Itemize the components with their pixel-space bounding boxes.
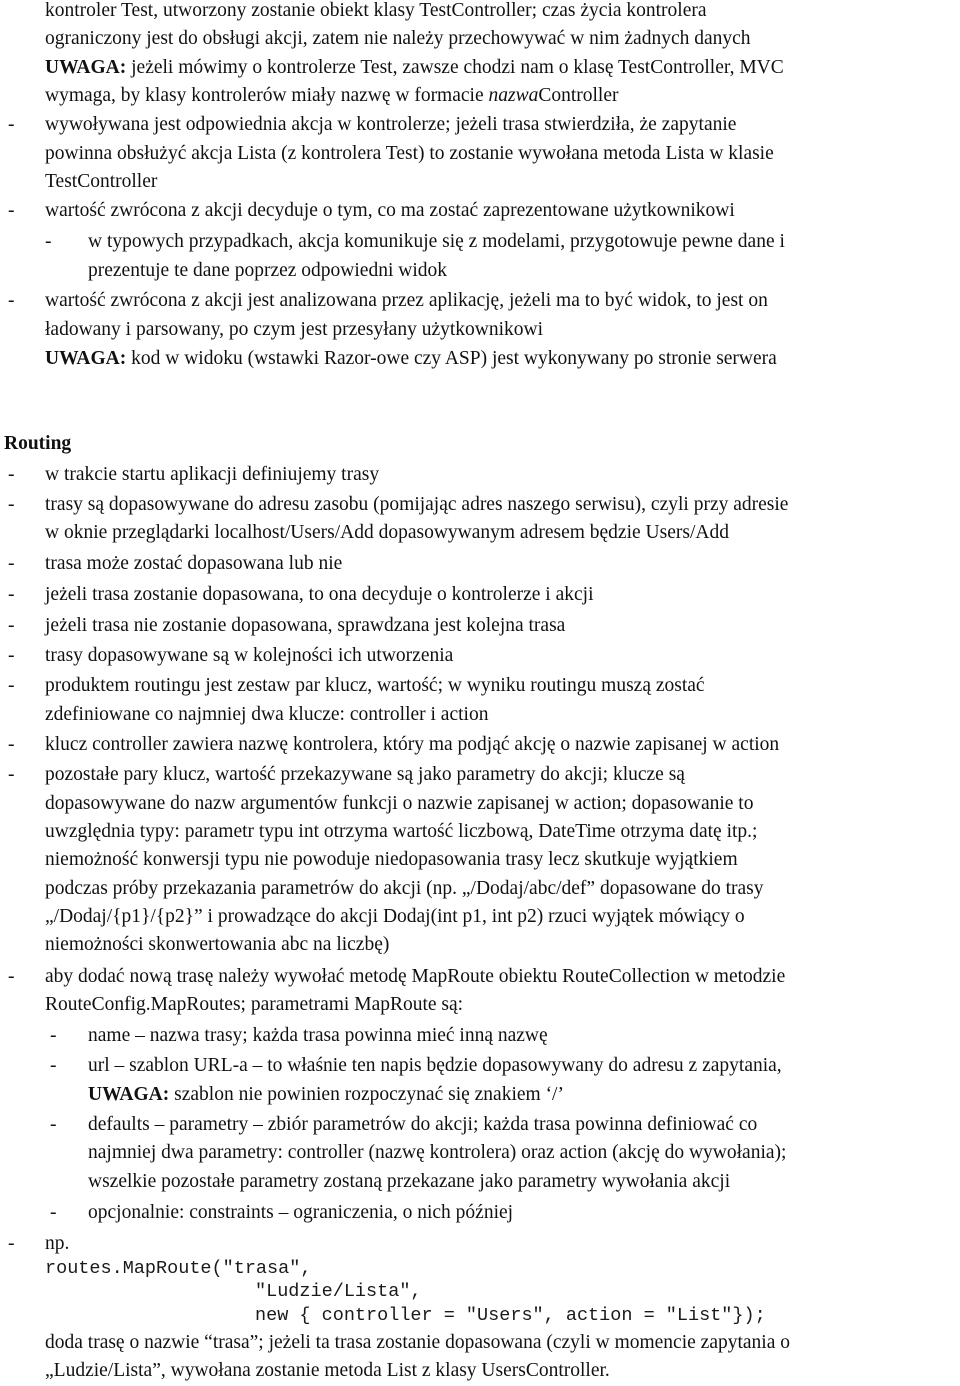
intro-line-1: kontroler Test, utworzony zostanie obiekt klasy TestController; czas życia kontrolera bbox=[45, 0, 707, 21]
bullet-dash: - bbox=[8, 675, 15, 696]
routing-s2-line-2 bbox=[88, 1083, 564, 1107]
bullet-dash: - bbox=[8, 464, 15, 485]
bullet-dash: - bbox=[50, 1202, 57, 1223]
routing-s3-line-3: wszelkie pozostałe parametry zostaną przekazane jako parametry wywołania akcji bbox=[88, 1171, 731, 1192]
bullet-dash: - bbox=[50, 1025, 57, 1046]
routing-r4: jeżeli trasa zostanie dopasowana, to ona decyduje o kontrolerze i akcji bbox=[45, 584, 594, 605]
bullet-dash: - bbox=[50, 1114, 57, 1135]
routing-r7-line-1: produktem routingu jest zestaw par klucz, wartość; w wyniku routingu muszą zostać bbox=[45, 675, 705, 696]
routing-r5: jeżeli trasa nie zostanie dopasowana, sprawdzana jest kolejna trasa bbox=[45, 615, 566, 636]
bullet-dash: - bbox=[8, 615, 15, 636]
bullet-dash: - bbox=[8, 734, 15, 755]
warning-label: UWAGA: bbox=[88, 1084, 170, 1105]
bullet-dash: - bbox=[8, 1233, 15, 1254]
routing-r9-line-3: uwzględnia typy: parametr typu int otrzyma wartość liczbową, DateTime otrzyma datę itp.; bbox=[45, 821, 758, 842]
intro-line-2: ograniczony jest do obsługi akcji, zatem nie należy przechowywać w nim żadnych danych bbox=[45, 28, 751, 49]
routing-r8: klucz controller zawiera nazwę kontrolera, który ma podjąć akcję o nazwie zapisanej w action bbox=[45, 734, 780, 755]
intro-line-4-italic: nazwa bbox=[488, 85, 539, 106]
routing-r9-line-1: pozostałe pary klucz, wartość przekazywane są jako parametry do akcji; klucze są bbox=[45, 764, 685, 785]
routing-s3-line-1: defaults – parametry – zbiór parametrów do akcji; każda trasa powinna definiować co bbox=[88, 1114, 758, 1135]
bullet-dash: - bbox=[50, 1055, 57, 1076]
action-b2-line-1: wartość zwrócona z akcji decyduje o tym, co ma zostać zaprezentowane użytkownikowi bbox=[45, 200, 735, 221]
routing-r2-line-1: trasy są dopasowywane do adresu zasobu (pomijając adres naszego serwisu), czyli przy adresie bbox=[45, 494, 789, 515]
routing-np: np. bbox=[45, 1233, 70, 1254]
routing-r9-line-6: „/Dodaj/{p1}/{p2}” i prowadzące do akcji Dodaj(int p1, int p2) rzuci wyjątek mówiący o bbox=[45, 906, 745, 927]
routing-r9-line-7: niemożności skonwertowania abc na liczbę) bbox=[45, 934, 390, 955]
routing-r9-line-2: dopasowywane do nazw argumentów funkcji o nazwie zapisanej w action; dopasowanie to bbox=[45, 793, 754, 814]
routing-s3-line-2: najmniej dwa parametry: controller (nazwę kontrolera) oraz action (akcję do wywołania); bbox=[88, 1142, 787, 1163]
routing-r7-line-2: zdefiniowane co najmniej dwa klucze: controller i action bbox=[45, 704, 489, 725]
bullet-dash: - bbox=[8, 200, 15, 221]
intro-line-4-b: Controller bbox=[538, 85, 619, 106]
intro-line-3 bbox=[45, 56, 784, 80]
code-line-1: routes.MapRoute("trasa", bbox=[45, 1258, 312, 1279]
routing-s2-line-2-text: szablon nie powinien rozpoczynać się znakiem ‘/’ bbox=[169, 1084, 564, 1105]
after-code-line-2: „Ludzie/Lista”, wywołana zostanie metoda List z klasy UsersController. bbox=[45, 1360, 610, 1381]
routing-r10-line-2: RouteConfig.MapRoutes; parametrami MapRoute są: bbox=[45, 994, 464, 1015]
bullet-dash: - bbox=[8, 553, 15, 574]
action-b3-line-3-text: kod w widoku (wstawki Razor-owe czy ASP) jest wykonywany po stronie serwera bbox=[126, 348, 777, 369]
routing-r9-line-5: podczas próby przekazania parametrów do akcji (np. „/Dodaj/abc/def” dopasowane do trasy bbox=[45, 878, 764, 899]
routing-s2-line-1: url – szablon URL-a – to właśnie ten napis będzie dopasowywany do adresu z zapytania, bbox=[88, 1055, 782, 1076]
bullet-dash: - bbox=[8, 645, 15, 666]
routing-r10-line-1: aby dodać nową trasę należy wywołać metodę MapRoute obiektu RouteCollection w metodzie bbox=[45, 966, 786, 987]
bullet-dash: - bbox=[8, 764, 15, 785]
bullet-dash: - bbox=[8, 290, 15, 311]
routing-r1: w trakcie startu aplikacji definiujemy trasy bbox=[45, 464, 380, 485]
bullet-dash: - bbox=[8, 114, 15, 135]
intro-line-3-text: jeżeli mówimy o kontrolerze Test, zawsze chodzi nam o klasę TestController, MVC bbox=[126, 57, 784, 78]
routing-s1: name – nazwa trasy; każda trasa powinna mieć inną nazwę bbox=[88, 1025, 548, 1046]
action-b3-line-1: wartość zwrócona z akcji jest analizowana przez aplikację, jeżeli ma to być widok, to jest on bbox=[45, 290, 768, 311]
action-b1-line-3: TestController bbox=[45, 171, 158, 192]
intro-line-4 bbox=[45, 84, 619, 108]
action-b2-sub-line-1: w typowych przypadkach, akcja komunikuje się z modelami, przygotowuje pewne dane i bbox=[88, 231, 785, 252]
routing-r3: trasa może zostać dopasowana lub nie bbox=[45, 553, 343, 574]
routing-s4: opcjonalnie: constraints – ograniczenia, o nich później bbox=[88, 1202, 514, 1223]
after-code-line-1: doda trasę o nazwie “trasa”; jeżeli ta trasa zostanie dopasowana (czyli w momencie zapytania o bbox=[45, 1332, 790, 1353]
action-b1-line-2: powinna obsłużyć akcja Lista (z kontrolera Test) to zostanie wywołana metoda Lista w klasie bbox=[45, 143, 774, 164]
warning-label: UWAGA: bbox=[45, 57, 127, 78]
routing-r9-line-4: niemożność konwersji typu nie powoduje niedopasowania trasy lecz skutkuje wyjątkiem bbox=[45, 849, 738, 870]
code-line-2: "Ludzie/Lista", bbox=[255, 1281, 422, 1302]
bullet-dash: - bbox=[8, 584, 15, 605]
action-b3-line-2: ładowany i parsowany, po czym jest przesyłany użytkownikowi bbox=[45, 319, 544, 340]
routing-heading: Routing bbox=[4, 433, 72, 454]
action-b3-line-3 bbox=[45, 347, 777, 371]
warning-label: UWAGA: bbox=[45, 348, 127, 369]
bullet-dash: - bbox=[45, 231, 52, 252]
bullet-dash: - bbox=[8, 966, 15, 987]
action-b1-line-1: wywoływana jest odpowiednia akcja w kontrolerze; jeżeli trasa stwierdziła, że zapytanie bbox=[45, 114, 737, 135]
bullet-dash: - bbox=[8, 494, 15, 515]
code-line-3: new { controller = "Users", action = "List"}); bbox=[255, 1305, 766, 1326]
routing-r6: trasy dopasowywane są w kolejności ich utworzenia bbox=[45, 645, 454, 666]
action-b2-sub-line-2: prezentuje te dane poprzez odpowiedni widok bbox=[88, 260, 447, 281]
intro-line-4-a: wymaga, by klasy kontrolerów miały nazwę w formacie bbox=[45, 85, 489, 106]
routing-r2-line-2: w oknie przeglądarki localhost/Users/Add dopasowywanym adresem będzie Users/Add bbox=[45, 522, 729, 543]
